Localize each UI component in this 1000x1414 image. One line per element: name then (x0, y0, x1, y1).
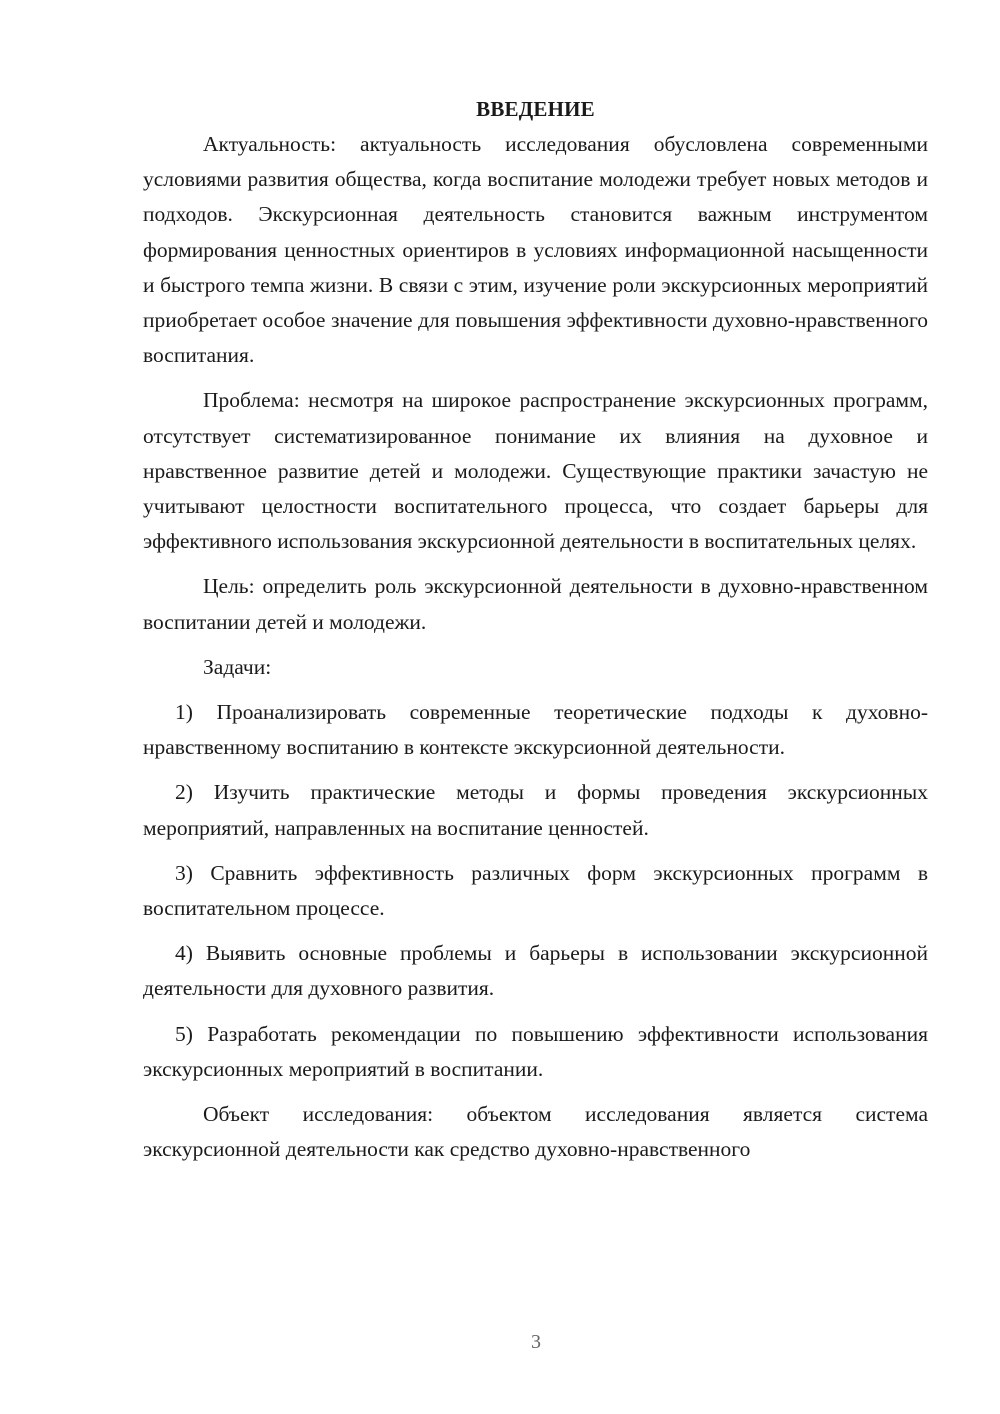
task-item-1: 1) Проанализировать современные теоретические подходы к духовно-нравственному воспитанию в контексте экскурсионной деятельности. (143, 700, 928, 760)
task-item-4: 4) Выявить основные проблемы и барьеры в использовании экскурсионной деятельности для духовного развития. (143, 941, 928, 1001)
task-item-2: 2) Изучить практические методы и формы проведения экскурсионных мероприятий, направленных на воспитание ценностей. (143, 780, 928, 840)
paragraph-relevance: Актуальность: актуальность исследования обусловлена современными условиями развития общества, когда воспитание молодежи требует новых методов и подходов. Экскурсионная деятельность становится важным инструментом формирования ценностных ориентиров в условиях информационной насыщенности и быстрого темпа жизни. В связи с этим, изучение роли экскурсионных мероприятий приобретает особое значение для повышения эффективности духовно-нравственного воспитания. (143, 132, 928, 368)
paragraph-object: Объект исследования: объектом исследования является система экскурсионной деятельности как средство духовно-нравственного (143, 1102, 928, 1162)
task-item-3: 3) Сравнить эффективность различных форм экскурсионных программ в воспитательном процессе. (143, 860, 928, 921)
page-number: 3 (531, 1331, 541, 1353)
document-page (143, 92, 928, 1167)
task-item-5: 5) Разработать рекомендации по повышению эффективности использования экскурсионных мероприятий в воспитании. (143, 1021, 928, 1081)
paragraph-tasks-label: Задачи: (203, 654, 272, 679)
document-heading: ВВЕДЕНИЕ (476, 97, 595, 121)
paragraph-goal: Цель: определить роль экскурсионной деятельности в духовно-нравственном воспитании детей и молодежи. (143, 574, 928, 634)
paragraph-problem: Проблема: несмотря на широкое распространение экскурсионных программ, отсутствует систематизированное понимание их влияния на духовное и нравственное развитие детей и молодежи. Существующие практики зачастую не учитывают целостности воспитательного процесса, что создает барьеры для эффективного использования экскурсионной деятельности в воспитательных целях. (143, 388, 928, 554)
